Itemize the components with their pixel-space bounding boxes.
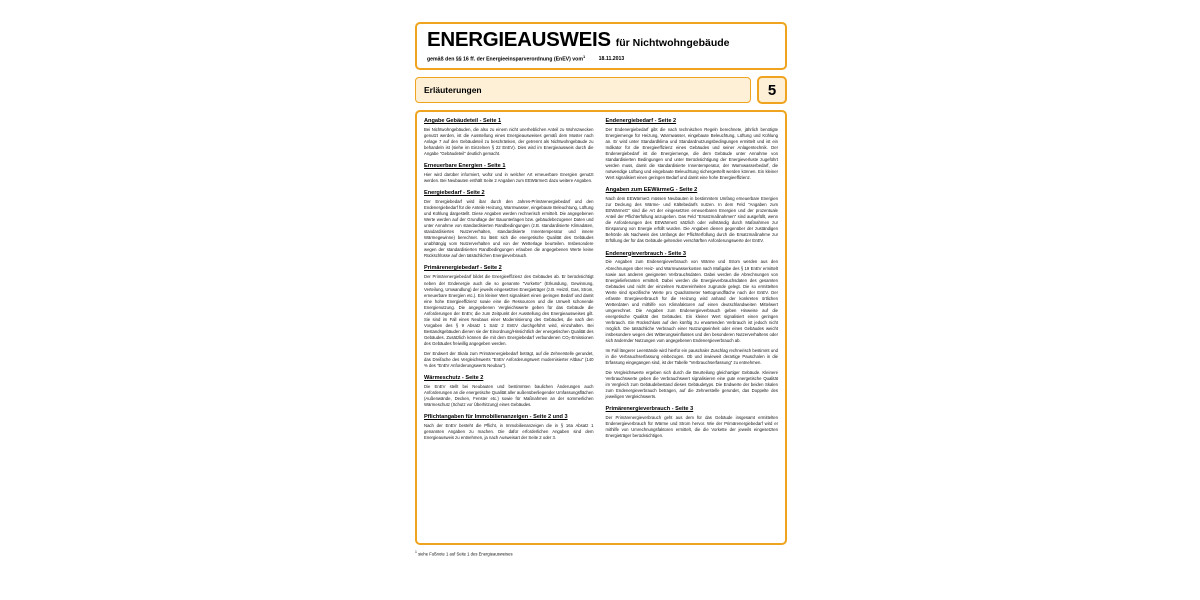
section-title-bar <box>415 77 751 103</box>
legal-reference-line <box>427 54 775 63</box>
energieausweis-document <box>415 22 787 578</box>
right-column <box>606 118 778 537</box>
document-footnote <box>415 550 787 556</box>
explanations-body <box>415 110 787 545</box>
page-number-badge: 5 <box>757 76 787 104</box>
section-heading-eewaermeg: Angaben zum EEWärmeG - Seite 2 <box>605 187 698 194</box>
title-main: ENERGIEAUSWEIS <box>427 28 611 51</box>
paragraph: Der Energiebedarf wird ibar durch den Jahres-Primärenergiebedarf und den Endenergiebedarf für die Anteile Heizung, Warmwasser, eingebaute Beleuchtung, Lüftung und Kühlung dargestellt. Diese Angaben werden rechnerisch ermittelt. Die angegebenen Werte werden auf der Grundlage der Bauunterlagen bzw. gebäudebezogener Daten und unter Annahme von standardisierten Randbedingungen (z.B. standardisierte Klimadaten, standardisiertes Nutzerverhalten, standardisierte Innentemperatur und innere Wärmegewinne) berechnet. So lässt sich die energetische Qualität des Gebäudes unabhängig vom Nutzerverhalten und von der Wetterlage beurteilen. Insbesondere wegen der standardisierten Randbedingungen erlauben die angegebenen Werte keine Rückschlüsse auf den tatsächlichen Energieverbrauch. <box>424 199 594 259</box>
footnote-marker: 1 <box>415 550 417 554</box>
section-heading-endenergiebedarf: Endenergiebedarf - Seite 2 <box>605 118 677 124</box>
section-heading-energiebedarf: Energiebedarf - Seite 2 <box>424 190 485 197</box>
document-title <box>427 30 775 51</box>
section-heading-pflichtangaben: Pflichtangaben für Immobilienanzeigen - Seite 2 und 3 <box>424 414 568 421</box>
document-header <box>415 22 787 70</box>
left-column <box>424 118 597 537</box>
paragraph: Die EnEV stellt bei Neubauten und bestimmten baulichen Änderungen auch Anforderungen an die energetische Qualität aller außenüberliegender Umfassungsflächen (Außenwände, Decken, Fenster etc.) sowie für Maßnahmen an der sommerlichen Wärmeschutz (Schutz vor Überhitzung) eines Gebäudes. <box>424 383 594 408</box>
section-heading-angabe-gebaeudeteil: Angabe Gebäudeteil - Seite 1 <box>424 118 502 124</box>
paragraph: Nach dem EEWärmeG müssen Neubauten in bestimmtem Umfang erneuerbare Energien zur Deckung des Wärme- und Kältebedarfs nutzen. In dem Feld "Angaben zum EEWärmeG" sind die Art der eingesetzten erneuerbaren Energien und der prozentuale Anteil der Pflichterfüllung anzugeben. Das Feld "Ersatzmaßnahmen" sind ausgefüllt, wenn die Anforderungen des EEWärmeG sätzlich oder vollständig durch Maßnahmen zur Einsparung von Energie erfüllt wurden. Die Angaben dienen gegenüber der zuständigen Behörde als Nachweis des Umfangs der Pflichterfüllung durch die Ersatzmaßnahme zur Erfüllung der für das Gebäude geltenden verschärften Anforderungswerte der EnEV. <box>605 196 778 244</box>
section-heading-primaerenergiebedarf: Primärenergiebedarf - Seite 2 <box>424 265 502 272</box>
title-subtitle: für Nichtwohngebäude <box>615 37 730 49</box>
legal-reference-date: 18.11.2013 <box>598 56 625 63</box>
section-title-label: Erläuterungen <box>424 85 482 95</box>
paragraph: Hier wird darüber informiert, wofür und in welcher Art erneuerbare Energien genutzt werden. Bei Neubauten enthält Seite 2 Angaben zum EEWärmeG dazu weitere Angaben. <box>424 172 594 184</box>
legal-reference-text: gemäß den §§ 16 ff. der Energieeinsparverordnung (EnEV) vom <box>427 56 583 63</box>
legal-footnote-marker: 1 <box>582 53 586 59</box>
paragraph: Der Endwert der Skala zum Primärenergiebedarf beträgt, auf die Zehnerstelle gerundet, das Dreifache des Vergleichswerts "EnEV Anforderungswert modernisierter Altbau" (140 % des "EnEV Anforderungswerts Neubau"). <box>424 350 594 368</box>
paragraph: Der Primärenergieverbrauch geht aus dem für das Gebäude insgesamt ermittelten Endenergieverbrauch für Wärme und Strom hervor. Wie der Primärenergiebedarf wird er mithilfe von Umrechnungsfaktoren ermittelt, die die Vorkette der jeweils eingesetzten Energieträger berücksichtigen. <box>605 415 778 439</box>
footnote-text: siehe Fußnote 1 auf Seite 1 des Energieausweises <box>418 551 513 557</box>
paragraph: Die Angaben zum Endenergieverbrauch von Wärme und Strom werden aus den Abrechnungen über Heiz- und Warmwasserkosten nach Maßgabe des § 19 EnEV ermittelt sowie aus anderen geeigneten Verbrauchsdaten. Dabei werden die Abrechnungen von Energielieferanten ermittelt. Dabei werden die Energieverbrauchsdaten des gesamten Gebäudes und nicht der einzelnen Nutzereinheiten zugrunde gelegt. Die so ermittelten Werte sind spezifische Werte pro Quadratmeter Nettogrundfläche nach der EnEV. Der erfasste Energieverbrauch für die Heizung wird anhand der konkreten örtlichen Wetterdaten und mithilfe von Klimafaktoren auf einen deutschlandweiten Mittelwert umgerechnet. Die Angaben zum Endenergieverbrauch geben Hinweise auf die energetische Qualität des Gebäudes. Ein kleiner Wert signalisiert einen geringen Verbrauch. Ein Rückschluss auf den künftig zu erwartenden Verbrauch ist jedoch nicht möglich. Die tatsächliche Verbrauch einer Nutzungseinheit oder eines Gebäudes weicht insbesondere wegen des Witterungseinflusses und den besonderen Nutzerverhaltens oder sich ändernder Nutzungen vom angegebenen Endenergieverbrauch ab. <box>605 259 778 343</box>
paragraph: Der Endenergiebedarf gibt die nach technischen Regeln berechnete, jährlich benötigte Energiemenge für Heizung, Warmwasser, eingebaute Beleuchtung, Lüftung und Kühlung an. Er wird unter Standardklima und Standardnutzungsbedingungen ermittelt und ist ein Indikator für die Energieeffizienz eines Gebäudes und seiner Anlagentechnik. Der Endenergiebedarf ist die Energiemenge, die dem Gebäude unter Annahme von standardisierten Bedingungen und unter Berücksichtigung der Energieverluste zugeführt werden muss, damit die standardisierte Innentemperatur, der Warmwasserbedarf, die notwendige Lüftung und eingebaute Beleuchtung sichergestellt werden können. Ein kleiner Wert signalisiert einen geringen Bedarf und damit eine hohe Energieeffizienz. <box>605 126 778 181</box>
paragraph: Im Fall längerer Leerstände wird hierfür ein pauschaler Zuschlag rechnerisch bestimmt und in die Verbrauchserfassung einbezogen. Ob und inwieweit derartige Pauschalen in die Erfassung eingegangen sind, ist der Tabelle "Verbrauchserfassung" zu entnehmen. <box>605 347 778 365</box>
section-heading-primaerenergieverbrauch: Primärenergieverbrauch - Seite 3 <box>605 406 694 413</box>
paragraph: Die Vergleichswerte ergeben sich durch die Beurteilung gleichartiger Gebäude. Kleinere Verbrauchswerte geben die Verbrauchswert signalisieren eine gute energetische Qualität im Vergleich zum Gebäudebestand dieses Gebäudetyps. Die Endwerte der beiden Skalen zum Endenergieverbrauch betragen, auf die Zehnerstelle gerundet, das Doppelte des jeweiligen Vergleichswerts. <box>605 370 778 400</box>
paragraph: Der Primärenergiebedarf bildet die Energieeffizienz des Gebäudes ab. Er berücksichtigt neben der Endenergie auch die so genannte "Vorkette" (Erkundung, Gewinnung, Verteilung, Umwandlung) der jeweils eingesetzten Energieträger (z.B. Heizöl, Gas, Strom, erneuerbare Energien etc.). Ein kleiner Wert signalisiert einen geringen Bedarf und damit eine hohe Energieeffizienz sowie eine die Ressourcen und die Umwelt schonende Energienutzung. Die angegebenen Vergleichswerte geben für das Gebäude die Anforderungen der EnEV, die zum Zeitpunkt der Ausstellung des Energieausweises gilt. Sie sind im Fall eines Neubaus einer Modernisierung des Gebäudes, die nach den Vorgaben des § 9 Absatz 1 Satz 2 EnEV durchgeführt wird, einzuhalten. Bei Bestandsgebäuden dienen sie der Einordnung/Hinsichtlich der energetischen Qualität des Gebäudes. Zusätzlich können die mit dem Energiebedarf verbundenen CO₂-Emissionen des Gebäudes freiwillig angegeben werden. <box>424 274 594 346</box>
section-heading-erneuerbare-energien: Erneuerbare Energien - Seite 1 <box>424 163 506 170</box>
section-header-row <box>415 75 787 105</box>
section-heading-waermeschutz: Wärmeschutz - Seite 2 <box>424 374 484 381</box>
paragraph: Bei Nichtwohngebäuden, die also zu einem nicht unerheblichen Anteil zu Wohnzwecken genutzt werden, ist die Ausstellung eines Energieausweises gemäß dem Muster nach Anlage 7 auf den Gebäudeteil zu beschränken, der getrennt als Nichtwohngebäude zu behandeln ist (siehe im Einzelnen § 22 EnEV). Dies wird im Energieausweis durch die Angabe "Gebäudeteil" deutlich gemacht. <box>424 126 594 157</box>
section-heading-endenergieverbrauch: Endenergieverbrauch - Seite 3 <box>605 250 687 257</box>
paragraph: Nach der EnEV besteht die Pflicht, in Immobilienanzeigen die in § 16a Absatz 1 genannten Angaben zu machen. Die dafür erforderlichen Angaben sind dem Energieausweis zu entnehmen, ja nach Ausweisart der Seite 2 oder 3. <box>424 423 594 441</box>
